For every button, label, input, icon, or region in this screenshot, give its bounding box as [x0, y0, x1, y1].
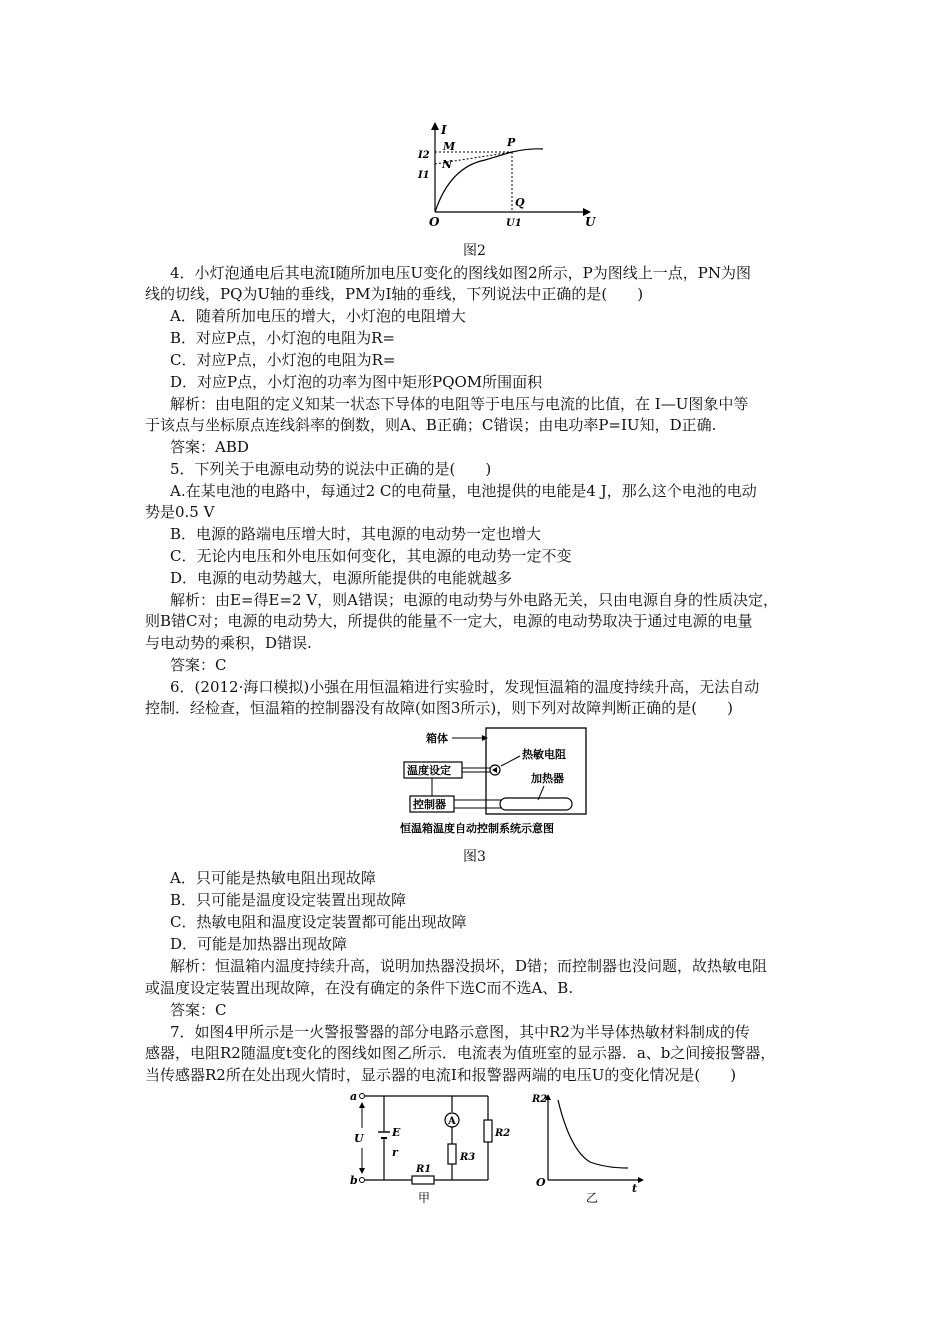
q4-option-d: D．对应P点，小灯泡的功率为图中矩形PQOM所围面积 [170, 373, 543, 391]
label-r3: R3 [460, 1152, 476, 1163]
resistor-r3 [448, 1144, 456, 1164]
label-i2: I2 [418, 150, 430, 161]
label-r: r [392, 1146, 398, 1159]
heater-rod [500, 798, 572, 810]
ammeter-label: A [448, 1116, 456, 1127]
circuit-caption: 甲 [418, 1191, 431, 1205]
label-p: P [507, 136, 516, 149]
q7-stem-line2: 感器，电阻R2随温度t变化的图线如图乙所示．电流表为值班室的显示器．a、b之间接报警器， [145, 1044, 776, 1062]
resistor-r1 [412, 1176, 434, 1184]
graph-origin-label: O [536, 1176, 546, 1189]
q5-option-b: B．电源的路端电压增大时，其电源的电动势一定也增大 [170, 525, 542, 543]
figure-2-caption: 图2 [463, 243, 486, 259]
q4-explanation-line2: 于该点与坐标原点连线斜率的倒数，则A、B正确；C错误；由电功率P=IU知，D正确. [145, 416, 717, 434]
graph-caption: 乙 [586, 1191, 599, 1205]
q6-option-d: D．可能是加热器出现故障 [170, 935, 348, 953]
figure-2-iu-graph [415, 122, 596, 232]
q4-option-c: C．对应P点，小灯泡的电阻为R= [170, 351, 396, 369]
q4-option-b: B．对应P点，小灯泡的电阻为R= [170, 329, 395, 347]
figure-3-caption: 图3 [463, 849, 486, 865]
q4-answer: 答案：ABD [170, 438, 249, 456]
axis-i-label: I [441, 123, 447, 137]
q6-option-b: B．只可能是温度设定装置出现故障 [170, 891, 407, 909]
label-e: E [392, 1126, 401, 1139]
q7-stem-line3: 当传感器R2所在处出现火情时，显示器的电流I和报警器两端的电压U的变化情况是( ) [145, 1066, 737, 1084]
label-u: U [354, 1132, 364, 1145]
q4-stem-line2: 线的切线，PQ为U轴的垂线，PM为I轴的垂线，下列说法中正确的是( ) [145, 285, 644, 303]
q5-explanation-line3: 与电动势的乘积，D错误. [145, 634, 312, 652]
q7-stem-line1: 7．如图4甲所示是一火警报警器的部分电路示意图，其中R2为半导体热敏材料制成的传 [170, 1023, 750, 1041]
label-m: M [443, 140, 456, 153]
q6-stem-line2: 控制．经检查，恒温箱的控制器没有故障(如图3所示)，则下列对故障判断正确的是( ) [145, 699, 733, 717]
axis-u-label: U [585, 215, 596, 229]
label-n: N [442, 158, 453, 171]
q6-stem-line1: 6．(2012·海口模拟)小强在用恒温箱进行实验时，发现恒温箱的温度持续升高，无法自动 [170, 678, 760, 696]
q6-option-a: A．只可能是热敏电阻出现故障 [170, 869, 376, 887]
q5-option-a-line2: 势是0.5 V [145, 503, 215, 521]
thermistor-label: 热敏电阻 [522, 748, 566, 761]
q5-explanation-line1: 解析：由E=得E=2 V，则A错误；电源的电动势与外电路无关，只由电源自身的性质决定， [170, 591, 779, 609]
q4-stem-line1: 4．小灯泡通电后其电流I随所加电压U变化的图线如图2所示，P为图线上一点，PN为图 [170, 264, 751, 282]
controller-label: 控制器 [413, 798, 446, 811]
q5-option-c: C．无论内电压和外电压如何变化，其电源的电动势一定不变 [170, 547, 572, 565]
i-axis-arrow [431, 122, 439, 130]
q4-option-a: A．随着所加电压的增大，小灯泡的电阻增大 [170, 307, 466, 325]
graph-x-label: t [632, 1182, 638, 1195]
box-label: 箱体 [426, 732, 448, 745]
q4-explanation-line1: 解析：由电阻的定义知某一状态下导体的电阻等于电压与电流的比值，在 I—U图象中等 [170, 395, 749, 413]
q5-explanation-line2: 则B错C对；电源的电动势大，所提供的能量不一定大，电源的电动势取决于通过电源的电量 [145, 612, 753, 630]
figure-3-title: 恒温箱温度自动控制系统示意图 [400, 822, 554, 835]
label-r2: R2 [495, 1128, 511, 1139]
figure-4b-r2-t-graph [528, 1088, 648, 1206]
resistor-r2 [484, 1120, 492, 1142]
q5-option-d: D．电源的电动势越大，电源所能提供的电能就越多 [170, 569, 513, 587]
figure-4a-circuit [340, 1088, 510, 1206]
q5-stem: 5．下列关于电源电动势的说法中正确的是( ) [170, 460, 492, 478]
label-b: b [350, 1174, 358, 1187]
temp-set-label: 温度设定 [407, 764, 451, 777]
q5-option-a-line1: A.在某电池的电路中，每通过2 C的电荷量，电池提供的电能是4 J，那么这个电池的电动 [170, 482, 757, 500]
label-q: Q [515, 196, 525, 209]
figure-3-thermostat-diagram [398, 726, 592, 838]
label-i1: I1 [418, 170, 430, 181]
terminal-b [360, 1178, 365, 1183]
origin-label: O [429, 215, 440, 229]
box-pointer-arrow [482, 735, 488, 741]
q6-explanation-line2: 或温度设定装置出现故障，在没有确定的条件下选C而不选A、B. [145, 979, 574, 997]
q6-explanation-line1: 解析：恒温箱内温度持续升高，说明加热器没损坏，D错；而控制器也没问题，故热敏电阻 [170, 957, 768, 975]
terminal-a [360, 1094, 365, 1099]
q6-option-c: C．热敏电阻和温度设定装置都可能出现故障 [170, 913, 467, 931]
q5-answer: 答案：C [170, 656, 227, 674]
label-u1: U1 [506, 218, 522, 229]
r2-curve [558, 1100, 628, 1168]
heater-label: 加热器 [531, 772, 564, 785]
label-a: a [350, 1090, 358, 1103]
graph-y-label: R2 [532, 1094, 548, 1105]
label-r1: R1 [416, 1164, 432, 1175]
q6-answer: 答案：C [170, 1001, 227, 1019]
